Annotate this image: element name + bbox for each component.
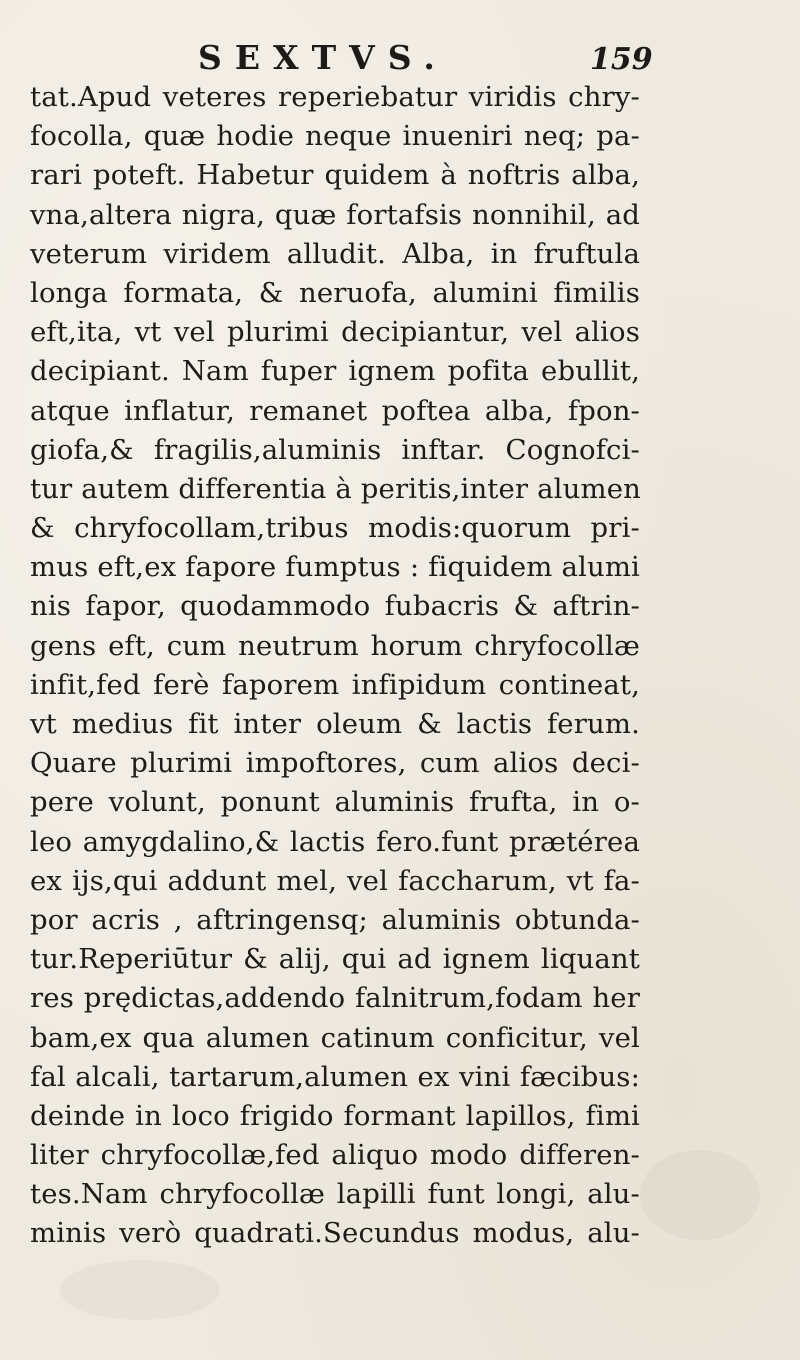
text-line: atque inflatur, remanet poftea alba, fpon- (30, 394, 640, 427)
text-line: Quare plurimi impoftores, cum alios deci- (30, 747, 640, 780)
text-line: veterum viridem alludit. Alba, in fruftula (30, 237, 640, 270)
text-line: leo amygdalino,& lactis fero.funt prætérea (30, 825, 640, 858)
text-line: tur.Reperiūtur & alij, qui ad ignem liquant (30, 943, 640, 976)
text-line: bam,ex qua alumen catinum conficitur, vel (30, 1021, 640, 1054)
text-line: liter chryfocollæ,fed aliquo modo differen- (30, 1139, 640, 1172)
page-header (0, 36, 800, 80)
text-line: rari poteft. Habetur quidem à noftris alba, (30, 159, 640, 192)
text-line: por acris , aftringensq; aluminis obtunda- (30, 903, 640, 936)
text-line: nis fapor, quodammodo fubacris & aftrin- (30, 590, 640, 623)
text-line: ex ijs,qui addunt mel, vel faccharum, vt fa- (30, 864, 640, 897)
text-line: infit,fed ferè faporem infipidum contineat, (30, 668, 640, 701)
paper-stain (640, 1150, 760, 1240)
text-line: tes.Nam chryfocollæ lapilli funt longi, alu- (30, 1178, 640, 1211)
text-line: deinde in loco frigido formant lapillos, fimi (30, 1099, 640, 1132)
text-line: minis verò quadrati.Secundus modus, alu- (30, 1217, 640, 1250)
paper-stain (60, 1260, 220, 1320)
text-line: pere volunt, ponunt aluminis frufta, in o- (30, 786, 640, 819)
text-line: tur autem differentia à peritis,inter alumen (30, 472, 641, 505)
text-line: decipiant. Nam fuper ignem pofita ebullit, (30, 355, 640, 388)
text-line: tat.Apud veteres reperiebatur viridis chry- (30, 81, 640, 113)
text-line: & chryfocollam,tribus modis:quorum pri- (30, 512, 640, 545)
body-text (30, 78, 640, 1254)
text-line: eft,ita, vt vel plurimi decipiantur, vel alios (30, 316, 640, 349)
text-line: mus eft,ex fapore fumptus : fiquidem alumi (30, 551, 640, 584)
text-line: res prędictas,addendo falnitrum,fodam her (30, 982, 640, 1015)
page-number: 159 (590, 42, 653, 77)
text-line: focolla, quæ hodie neque inueniri neq; pa- (30, 120, 640, 153)
running-title: SEXTVS. (198, 38, 448, 77)
text-line: gens eft, cum neutrum horum chryfocollæ (30, 629, 640, 662)
text-line: fal alcali, tartarum,alumen ex vini fæcibus: (30, 1060, 640, 1093)
text-line: vna,altera nigra, quæ fortafsis nonnihil, ad (30, 198, 640, 231)
text-line: longa formata, & neruofa, alumini fimilis (30, 276, 640, 309)
text-line: giofa,& fragilis,aluminis inftar. Cognofci- (30, 433, 640, 466)
text-line: vt medius fit inter oleum & lactis ferum. (30, 708, 640, 740)
